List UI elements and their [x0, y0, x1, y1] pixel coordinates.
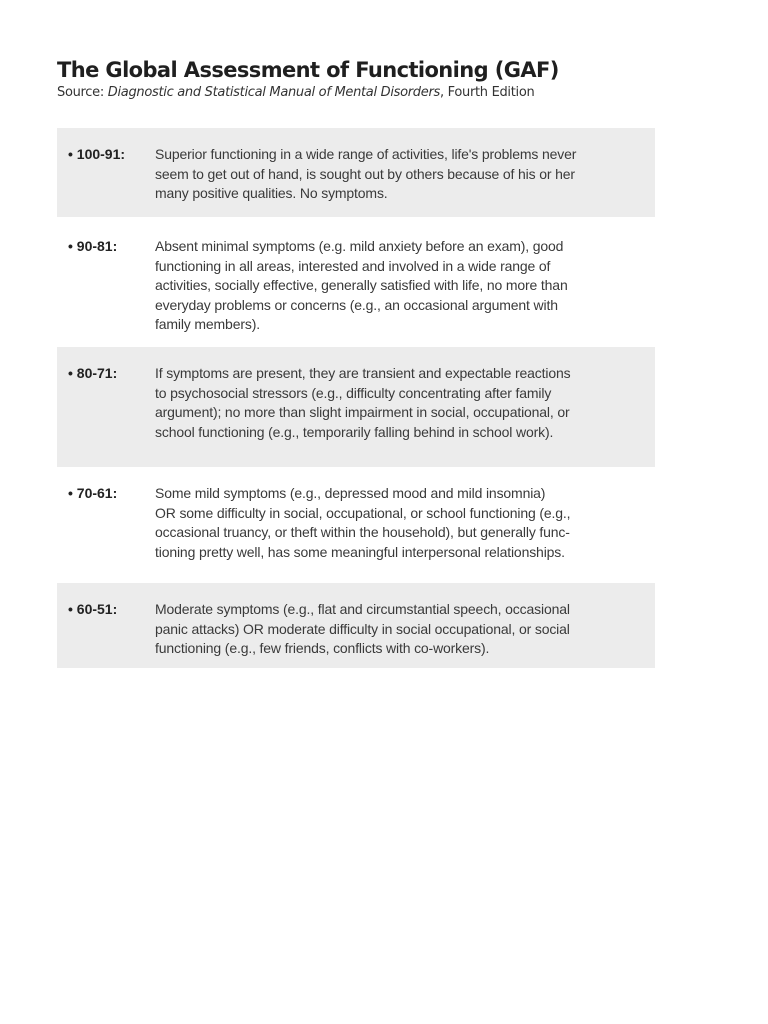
description-line: activities, socially effective, generally satisfied with life, no more than: [155, 277, 568, 293]
score-description: [155, 600, 655, 659]
description-line: Absent minimal symptoms (e.g. mild anxiety before an exam), good: [155, 238, 564, 254]
score-range: • 80-71:: [68, 365, 118, 381]
description-line: functioning in all areas, interested and involved in a wide range of: [155, 257, 551, 274]
description-line: everyday problems or concerns (e.g., an occasional argument with: [155, 296, 558, 313]
gaf-row-100-91: [57, 128, 655, 217]
score-description: [155, 237, 655, 335]
score-description: [155, 145, 655, 204]
description-line: Superior functioning in a wide range of activities, life's problems never: [155, 146, 577, 162]
description-line: argument); no more than slight impairment in social, occupational, or: [155, 404, 570, 420]
gaf-row-70-61: [57, 467, 655, 583]
gaf-document: [57, 56, 655, 668]
description-line: school functioning (e.g., temporarily falling behind in school work).: [155, 423, 554, 440]
description-line: family members).: [155, 316, 260, 332]
gaf-row-80-71: [57, 347, 655, 467]
gaf-row-90-81: [57, 217, 655, 347]
score-description: [155, 484, 655, 562]
page-title: The Global Assessment of Functioning (GAF): [57, 58, 559, 82]
description-line: If symptoms are present, they are transient and expectable reactions: [155, 365, 571, 381]
source-edition: , Fourth Edition: [439, 85, 535, 100]
description-line: functioning (e.g., few friends, conflicts with co-workers).: [155, 640, 490, 656]
score-range: • 100-91:: [68, 146, 126, 162]
source-line: [57, 84, 655, 102]
description-line: OR some difficulty in social, occupational, or school functioning (e.g.,: [155, 504, 571, 521]
score-range: • 90-81:: [68, 238, 118, 254]
gaf-table: [57, 128, 655, 668]
score-range: • 60-51:: [68, 601, 118, 617]
description-line: to psychosocial stressors (e.g., difficulty concentrating after family: [155, 384, 552, 401]
score-description: [155, 364, 655, 442]
gaf-row-60-51: [57, 583, 655, 668]
description-line: seem to get out of hand, is sought out by others because of his or her: [155, 165, 575, 182]
description-line: tioning pretty well, has some meaningful interpersonal relationships.: [155, 543, 565, 560]
description-line: panic attacks) OR moderate difficulty in social occupational, or social: [155, 620, 570, 637]
source-prefix: Source:: [57, 85, 108, 100]
description-line: Some mild symptoms (e.g., depressed mood and mild insomnia): [155, 485, 546, 501]
description-line: Moderate symptoms (e.g., flat and circumstantial speech, occasional: [155, 601, 570, 617]
description-line: occasional truancy, or theft within the household), but generally func-: [155, 524, 570, 540]
score-range: • 70-61:: [68, 485, 118, 501]
description-line: many positive qualities. No symptoms.: [155, 185, 388, 201]
source-book-title: Diagnostic and Statistical Manual of Mental Disorders: [107, 85, 440, 100]
